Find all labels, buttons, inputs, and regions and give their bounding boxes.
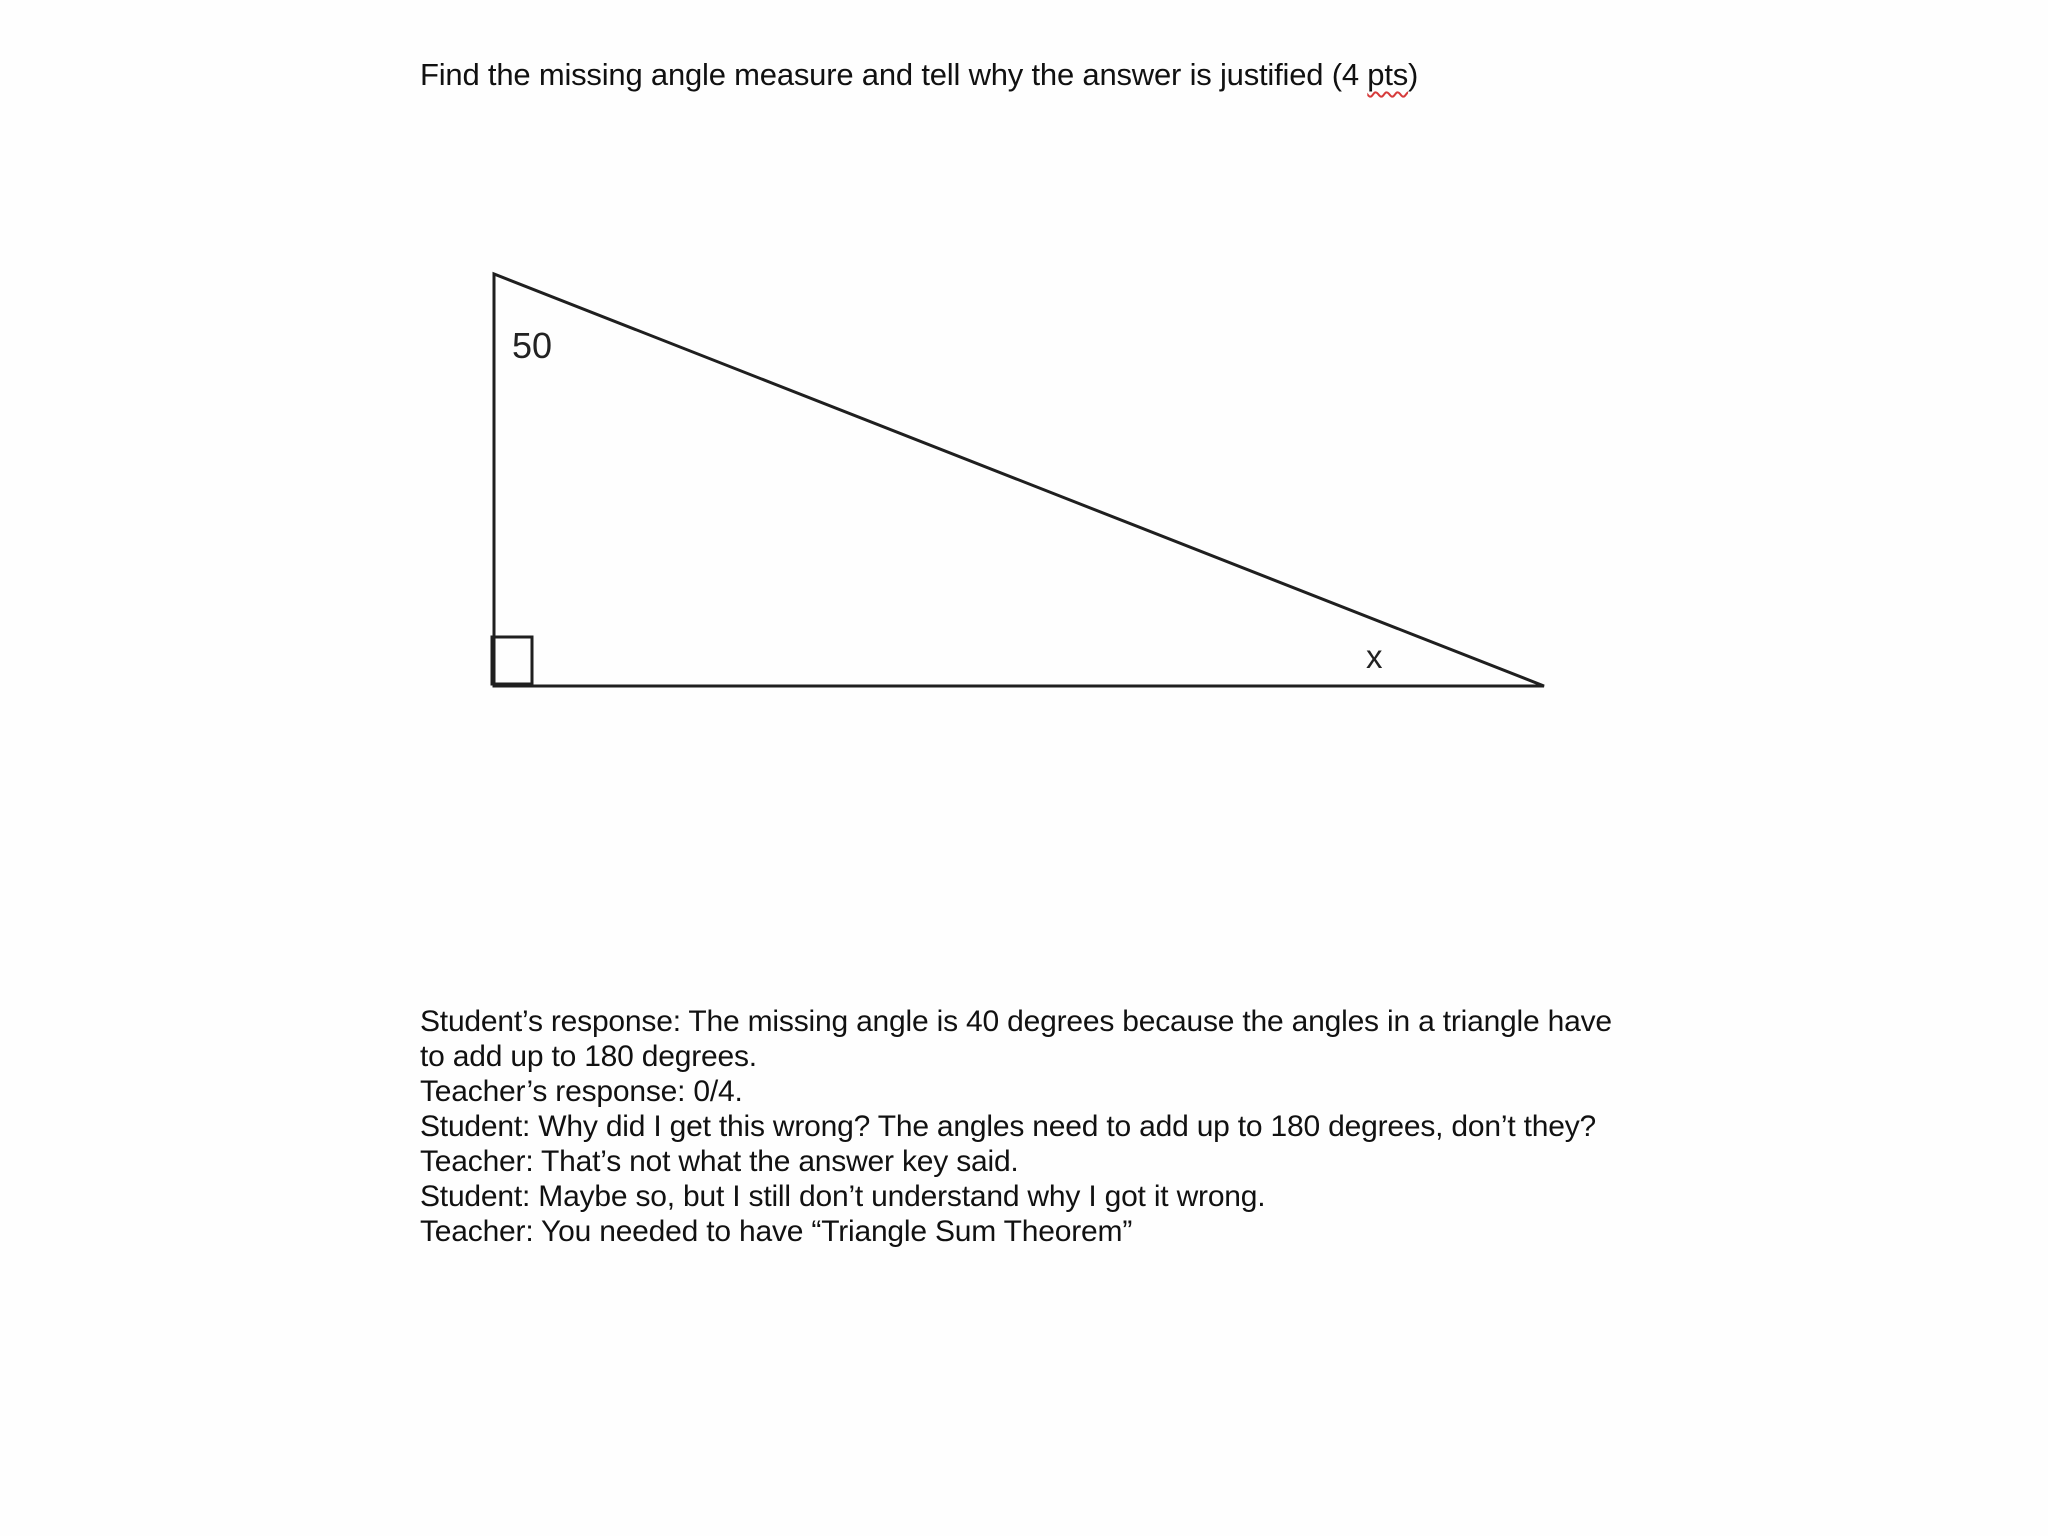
question-points-word: pts (1367, 57, 1409, 92)
dialogue-line-teacher-answer-key: Teacher: That’s not what the answer key said. (420, 1145, 1019, 1178)
dialogue-line-student-response: Student’s response: The missing angle is 40 degrees because the angles in a triangle have to add up to 180 degrees. (420, 1005, 1621, 1073)
dialogue-line-student-question: Student: Why did I get this wrong? The angles need to add up to 180 degrees, don’t they? (420, 1110, 1596, 1143)
triangle-outline (494, 274, 1544, 686)
dialogue-line-teacher-response: Teacher’s response: 0/4. (420, 1075, 743, 1108)
right-angle-marker (492, 637, 532, 684)
dialogue-block (420, 1004, 1620, 1249)
question-text: Find the missing angle measure and tell why the answer is justified (4 (420, 57, 1368, 92)
dialogue-line-student-confused: Student: Maybe so, but I still don’t understand why I got it wrong. (420, 1180, 1266, 1213)
top-angle-label: 50 (512, 325, 553, 366)
question-text-end: ) (1408, 57, 1419, 92)
unknown-angle-label: x (1366, 638, 1383, 675)
dialogue-line-teacher-theorem: Teacher: You needed to have “Triangle Sum Theorem” (420, 1215, 1133, 1248)
